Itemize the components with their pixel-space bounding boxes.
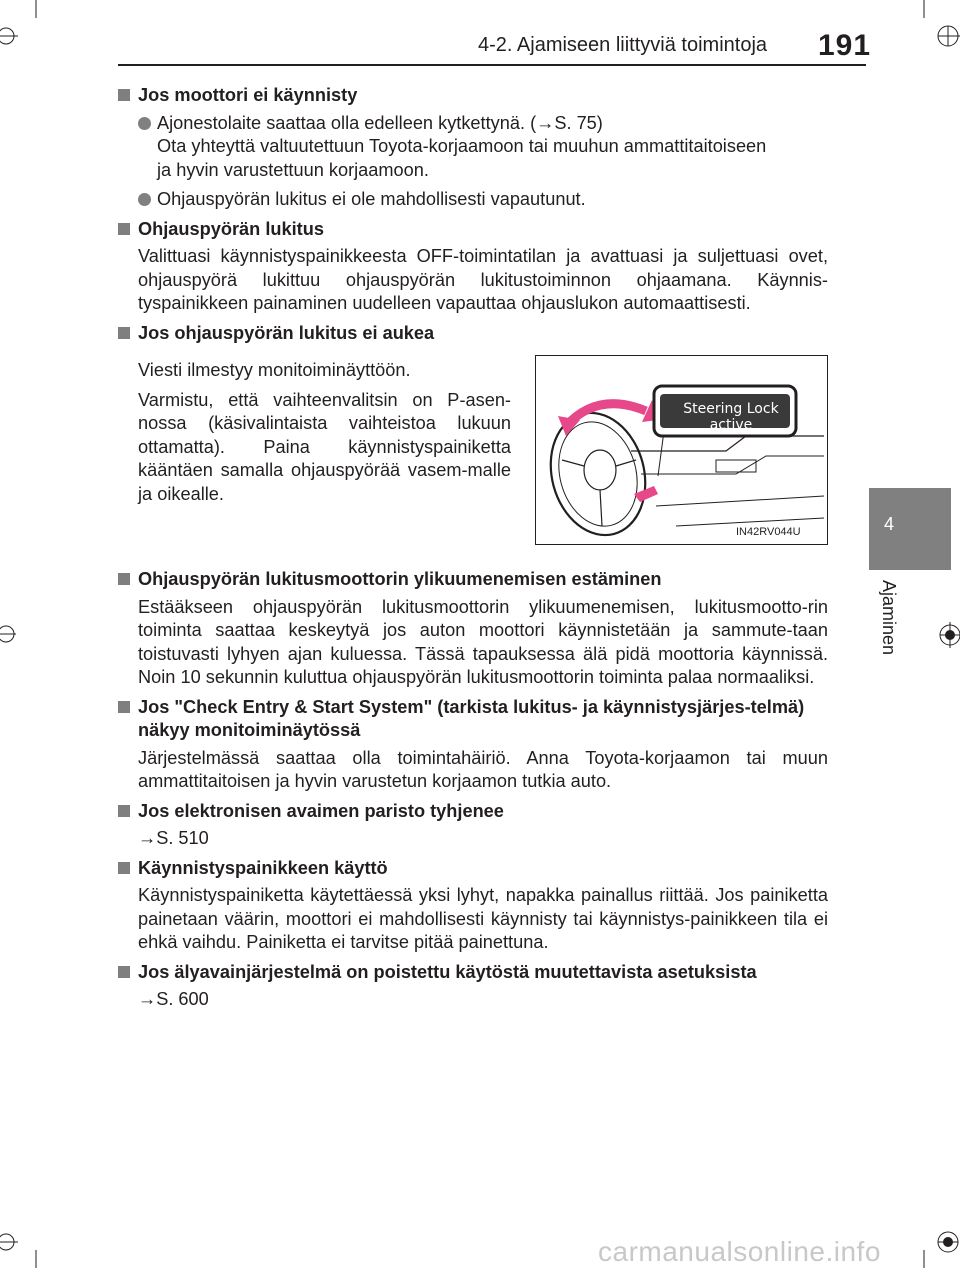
paragraph-message-appears: Viesti ilmestyy monitoiminäyttöön. [138,360,411,380]
crop-mark-bottom-right [900,1208,960,1268]
heading-smart-key-disabled: Jos älyavainjärjestelmä on poistettu käytöstä muutettavista asetuksista [118,961,828,985]
heading-check-entry-start: Jos "Check Entry & Start System" (tarkista lukitus- ja käynnistysjärjes-telmä) näkyy monitoiminäytössä [118,696,828,743]
square-bullet-icon [118,862,130,874]
heading-key-battery: Jos elektronisen avaimen paristo tyhjenee [118,800,828,824]
header-rule [118,64,866,66]
heading-lock-not-release: Jos ohjauspyörän lukitus ei aukea [118,322,828,346]
reference-key-battery: →S. 510 [138,828,209,848]
watermark: carmanualsonline.info [598,1236,881,1267]
page-number: 191 [818,29,872,62]
square-bullet-icon [118,223,130,235]
heading-overheat-prevention: Ohjauspyörän lukitusmoottorin ylikuumenemisen estäminen [118,568,828,592]
paragraph-shift-and-turn: Varmistu, että vaihteenvalitsin on P-asen-nossa (käsivalintaista vaihteistoa lukuun ottamatta). Paina käynnistyspainiketta kääntäen samalla ohjauspyörää vasem-malle ja oikealle. [138,389,511,504]
heading-button-operation: Käynnistyspainikkeen käyttö [118,857,828,881]
figure-code: IN42RV044U [736,526,801,538]
heading-steering-lock: Ohjauspyörän lukitus [118,218,828,242]
heading-engine-not-start: Jos moottori ei käynnisty [118,84,828,108]
reference-smart-key: →S. 600 [138,989,209,1009]
crop-mark-top-right [900,0,960,60]
chapter-number: 4 [883,514,894,534]
square-bullet-icon [118,89,130,101]
square-bullet-icon [118,327,130,339]
steering-wheel-drawing [536,356,826,543]
crop-mark-mid-right [930,610,960,660]
paragraph-malfunction: Järjestelmässä saattaa olla toimintahäiriö. Anna Toyota-korjaamon tai muun ammattitaitoisen ja hyvin varustetun korjaamon tutkia auto. [138,747,828,791]
chapter-label: Ajaminen [879,580,899,656]
crop-mark-top-left [0,0,60,60]
page-content [118,84,828,1012]
paragraph-overheat: Estääkseen ohjauspyörän lukitusmoottorin ylikuumenemisen, lukitusmootto-rin toiminta saattaa keskeytyä jos auton moottori käynnistetään ja sammute-taan toistuvasti lyhyen ajan kuluessa. Tässä tapauksessa älä pidä moottoria käynnissä. Noin 10 sekunnin kuluttua ohjauspyörän lukitusmoottorin toiminta palaa normaaliksi. [138,596,828,687]
square-bullet-icon [118,701,130,713]
section-title: 4-2. Ajamiseen liittyviä toimintoja [478,34,768,56]
paragraph-button-operation: Käynnistyspainiketta käytettäessä yksi lyhyt, napakka painallus riittää. Jos painiketta painetaan väärin, moottori ei mahdollisesti käynnisty tai käynnistys-painikkeen tila ei ehkä vaihdu. Painiketta ei tarvitse pitää painettuna. [138,885,828,952]
square-bullet-icon [118,573,130,585]
crop-mark-mid-left [0,614,30,654]
steering-lock-message: Steering Lock active [683,401,779,433]
round-bullet-icon [138,193,151,206]
square-bullet-icon [118,805,130,817]
paragraph-steering-lock: Valittuasi käynnistyspainikkeesta OFF-toimintatilan ja avattuasi ja suljettuasi ovet, ohjauspyörä lukittuu ohjauspyörän lukitustoiminnon ohjaamana. Käynnis-tyspainikkeen painaminen uudelleen vapauttaa ohjauslukon automaattisesti. [138,246,828,313]
crop-mark-bottom-left [0,1208,60,1268]
steering-lock-illustration [535,355,828,545]
bullet-immobilizer: Ajonestolaite saattaa olla edelleen kytkettynä. (→S. 75) Ota yhteyttä valtuutettuun Toyota-korjaamoon tai muuhun ammattitaitoiseen ja hyvin varustettuun korjaamoon. [138,112,828,183]
round-bullet-icon [138,117,151,130]
square-bullet-icon [118,966,130,978]
bullet-steering-lock: Ohjauspyörän lukitus ei ole mahdollisesti vapautunut. [138,188,828,212]
